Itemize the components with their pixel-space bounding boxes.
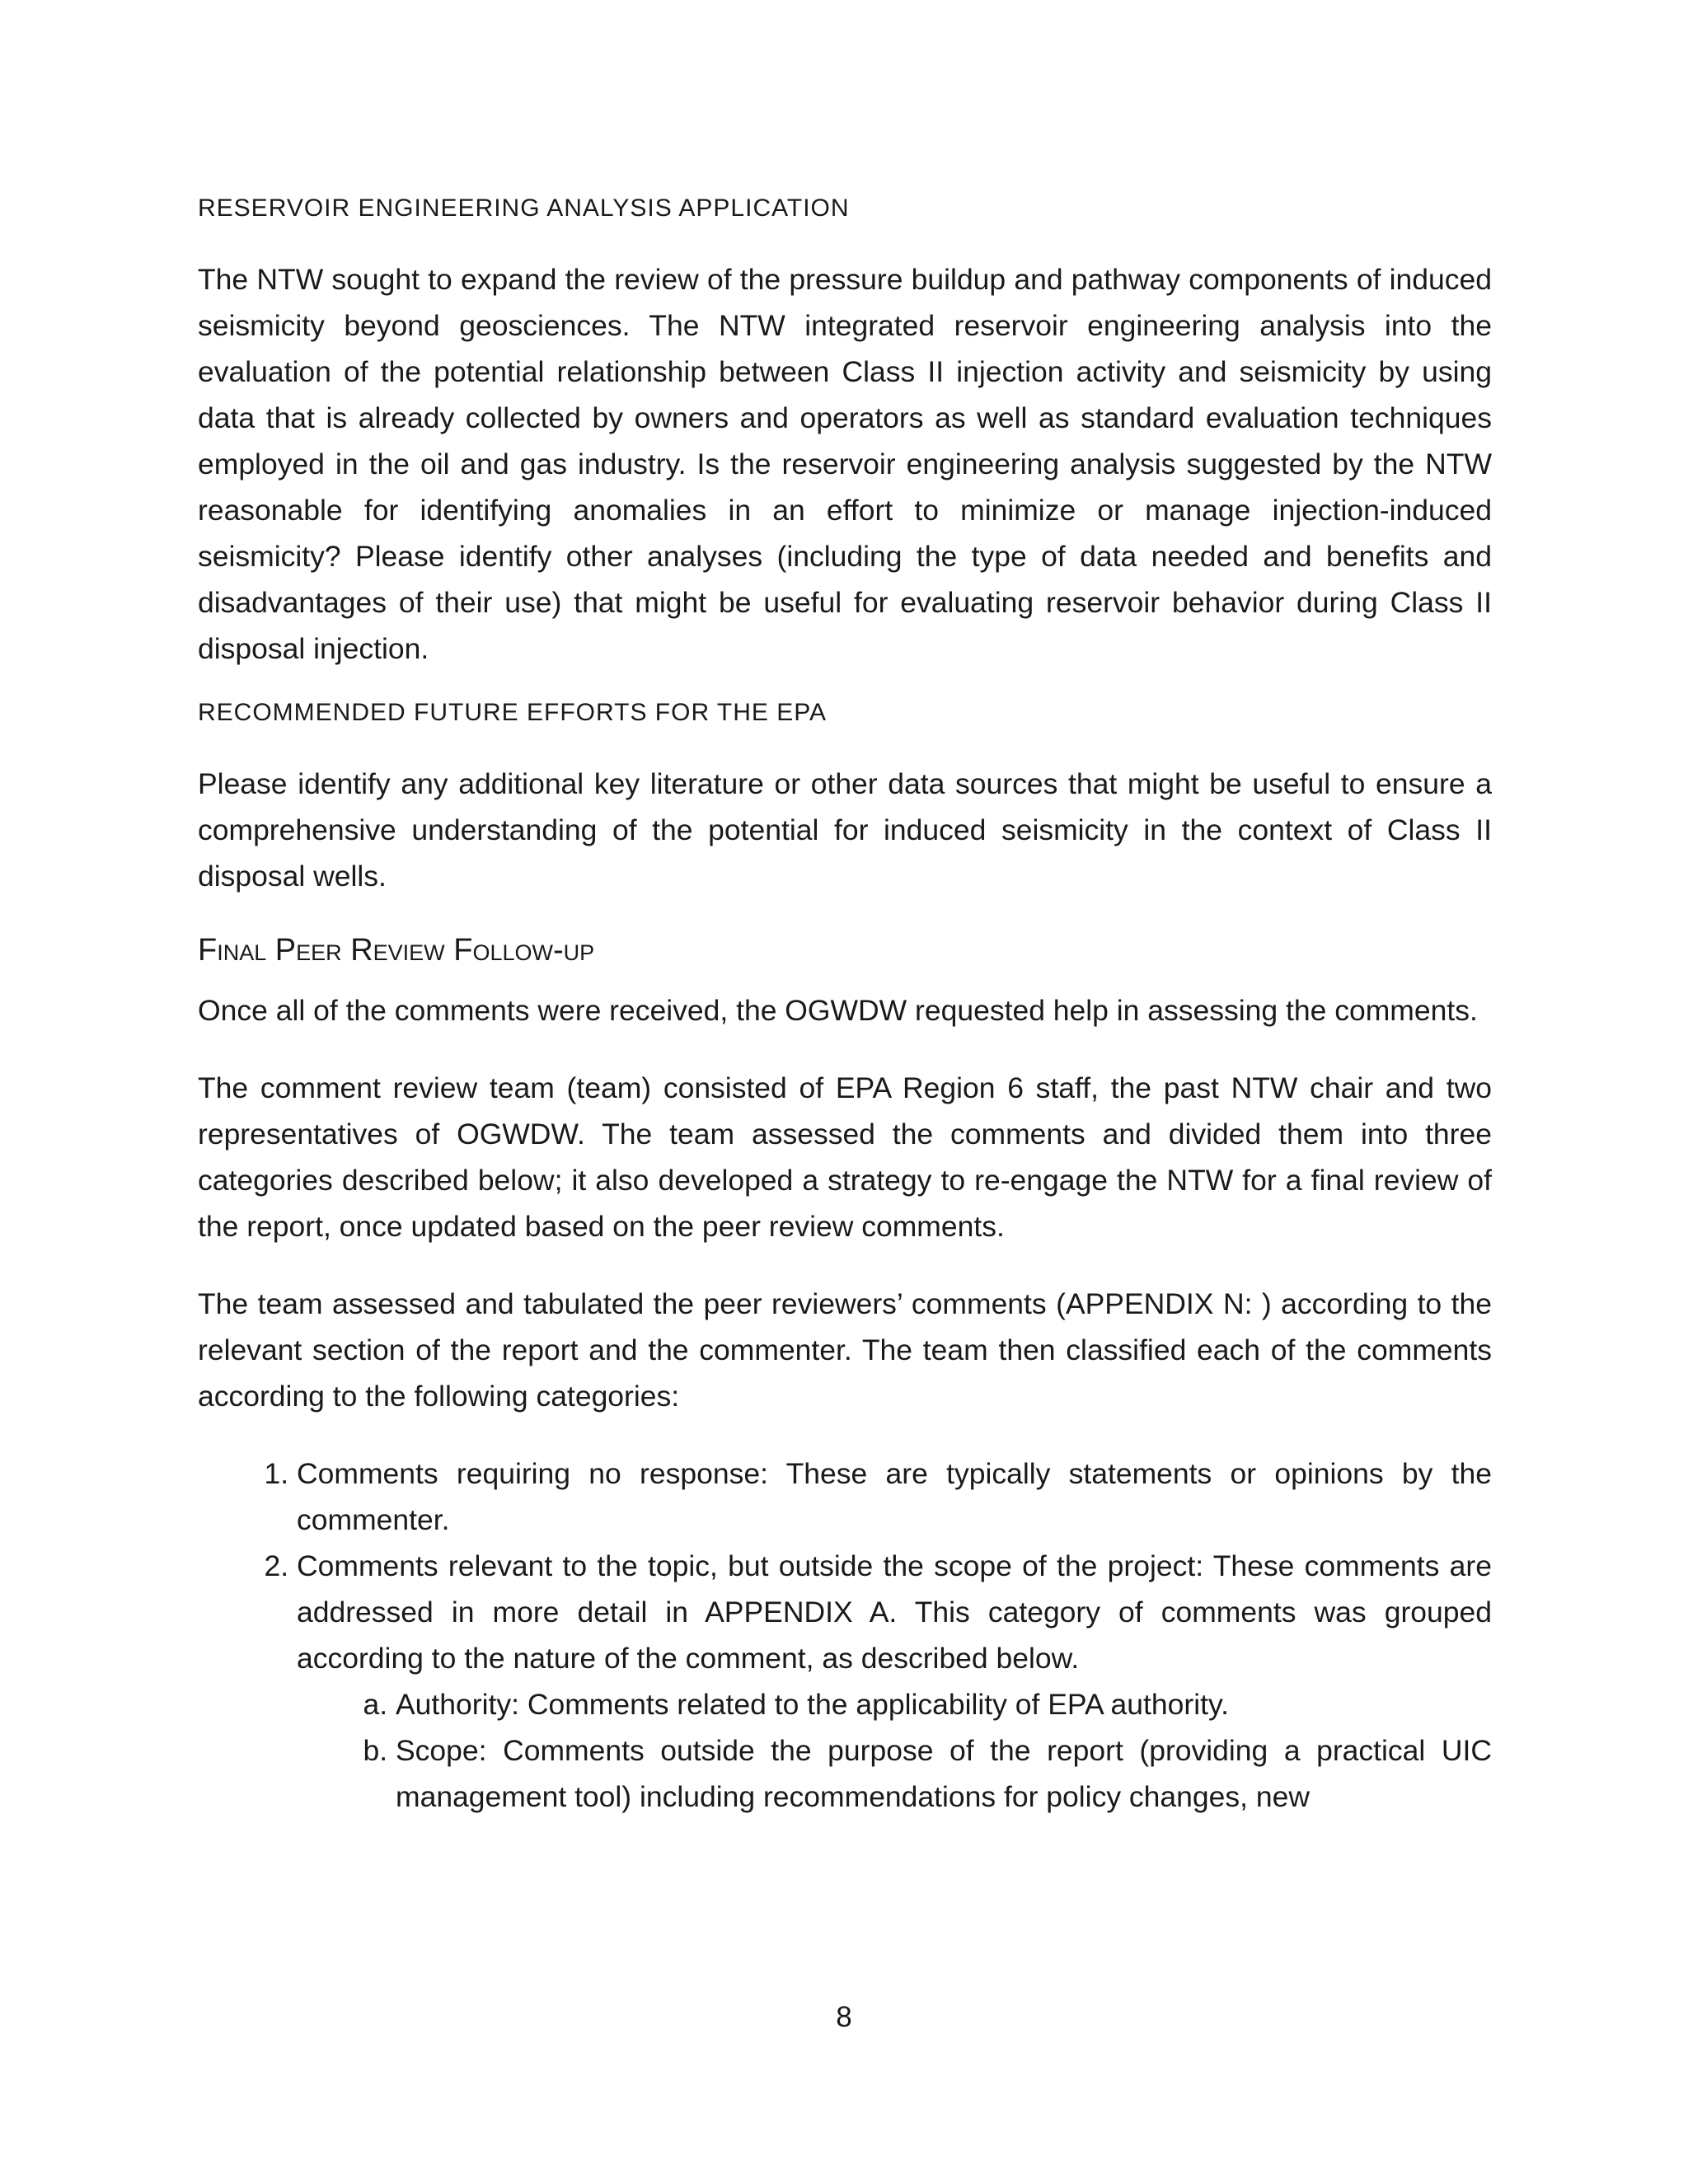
list-item — [297, 1451, 1492, 1543]
section-heading-reservoir: RESERVOIR ENGINEERING ANALYSIS APPLICATION — [198, 194, 850, 222]
followup-paragraph-1: Once all of the comments were received, the OGWDW requested help in assessing the comments. — [198, 994, 1478, 1028]
sub-list-item — [396, 1681, 1492, 1727]
sub-list-item-text: Scope: Comments outside the purpose of the report (providing a practical UIC management tool) including recommendations for policy changes, new — [396, 1734, 1492, 1814]
reservoir-paragraph: The NTW sought to expand the review of the pressure buildup and pathway components of induced seismicity beyond geosciences. The NTW integrated reservoir engineering analysis into the evaluation of the potential relationship between Class II injection activity and seismicity by using data that is already collected by owners and operators as well as standard evaluation techniques employed in the oil and gas industry. Is the reservoir engineering analysis suggested by the NTW reasonable for identifying anomalies in an effort to minimize or manage injection-induced seismicity? Please identify other analyses (including the type of data needed and benefits and disadvantages of their use) that might be useful for evaluating reservoir behavior during Class II disposal injection. — [198, 263, 1492, 665]
section-heading-followup: Final Peer Review Follow-up — [198, 933, 595, 968]
followup-paragraph-2: The comment review team (team) consisted of EPA Region 6 staff, the past NTW chair and two representatives of OGWDW. The team assessed the comments and divided them into three categories described below; it also developed a strategy to re-engage the NTW for a final review of the report, once updated based on the peer review comments. — [198, 1071, 1492, 1244]
category-list — [198, 1451, 1492, 1820]
sub-list-item — [396, 1727, 1492, 1820]
followup-paragraph-3: The team assessed and tabulated the peer reviewers’ comments (APPENDIX N: ) according to the relevant section of the report and the commenter. The team then classified each of the comments according to the following categories: — [198, 1287, 1492, 1413]
section-heading-future-efforts: RECOMMENDED FUTURE EFFORTS FOR THE EPA — [198, 699, 828, 726]
list-item — [297, 1543, 1492, 1820]
page-number: 8 — [836, 2001, 852, 2033]
list-item-text: Comments requiring no response: These are typically statements or opinions by the commenter. — [297, 1457, 1492, 1537]
document-page — [198, 194, 1492, 1820]
list-item-text: Comments relevant to the topic, but outside the scope of the project: These comments are addressed in more detail in APPENDIX A. This category of comments was grouped according to the nature of the comment, as described below. — [297, 1549, 1492, 1675]
sub-list-item-text: Authority: Comments related to the applicability of EPA authority. — [396, 1688, 1229, 1722]
sub-category-list — [297, 1681, 1492, 1820]
future-efforts-paragraph: Please identify any additional key literature or other data sources that might be useful to ensure a comprehensive understanding of the potential for induced seismicity in the context of Class II disposal wells. — [198, 767, 1492, 893]
